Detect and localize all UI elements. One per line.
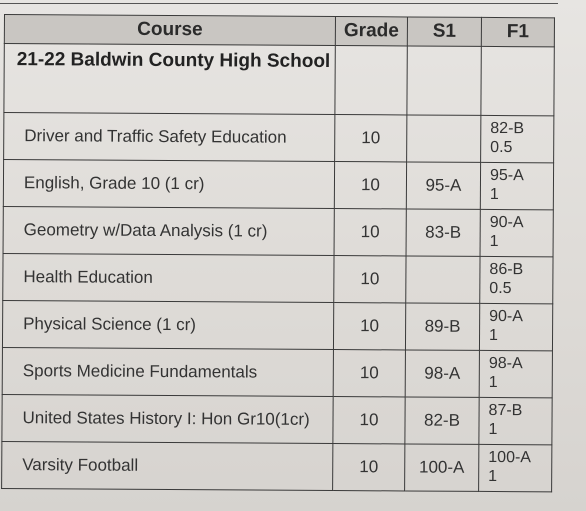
header-row (4, 15, 554, 47)
f1-cell (479, 350, 552, 397)
f1-cell (481, 115, 554, 162)
school-f1-cell (481, 46, 554, 115)
table-row (3, 253, 553, 303)
s1-mark: 83-B (406, 209, 480, 256)
f1-mark: 90-A (489, 307, 524, 326)
f1-mark: 86-B (489, 260, 524, 279)
table-row (2, 394, 552, 444)
table-row (2, 347, 552, 397)
grade-level: 10 (333, 350, 405, 397)
grade-level: 10 (335, 115, 407, 162)
transcript-sheet (1, 14, 555, 492)
f1-credit: 1 (489, 232, 499, 251)
table-row (3, 206, 553, 256)
f1-cell (480, 162, 553, 209)
school-row (4, 44, 554, 116)
f1-mark: 95-A (489, 166, 524, 185)
school-s1-cell (407, 46, 481, 115)
course-name: Physical Science (1 cr) (2, 300, 333, 349)
table-row (2, 300, 552, 350)
s1-mark: 98-A (405, 350, 479, 397)
f1-mark: 90-A (489, 213, 524, 232)
table-row (2, 441, 552, 491)
f1-credit: 1 (489, 185, 499, 204)
grade-level: 10 (333, 444, 405, 491)
grade-level: 10 (333, 303, 405, 350)
f1-credit: 1 (488, 373, 498, 392)
f1-cell (479, 303, 552, 350)
transcript-table (1, 14, 555, 492)
f1-credit: 1 (488, 420, 498, 439)
course-name: Driver and Traffic Safety Education (4, 113, 335, 162)
s1-mark: 89-B (405, 303, 479, 350)
f1-mark: 100-A (488, 448, 532, 467)
school-grade-cell (335, 46, 407, 115)
f1-credit: 1 (488, 467, 498, 486)
school-name: 21-22 Baldwin County High School (4, 44, 335, 115)
grade-level: 10 (334, 256, 406, 303)
course-name: United States History I: Hon Gr10(1cr) (2, 394, 333, 443)
f1-cell (480, 209, 553, 256)
top-border-line (0, 0, 558, 4)
f1-credit: 1 (488, 326, 499, 345)
s1-mark (407, 115, 481, 162)
f1-mark: 98-A (488, 354, 523, 373)
header-grade: Grade (335, 17, 407, 46)
header-f1: F1 (481, 17, 554, 46)
grade-level: 10 (334, 162, 406, 209)
grade-level: 10 (333, 397, 405, 444)
course-name: Varsity Football (2, 441, 333, 490)
s1-mark: 95-A (406, 162, 480, 209)
header-course: Course (4, 15, 335, 46)
table-row (4, 113, 554, 163)
f1-cell (479, 444, 552, 491)
course-name: Sports Medicine Fundamentals (2, 347, 333, 396)
s1-mark: 82-B (405, 397, 479, 444)
f1-credit: 0.5 (490, 138, 513, 157)
s1-mark (406, 256, 480, 303)
course-name: English, Grade 10 (1 cr) (3, 160, 334, 209)
course-name: Health Education (3, 253, 334, 302)
f1-mark: 87-B (488, 401, 523, 420)
grade-level: 10 (334, 209, 406, 256)
f1-cell (479, 397, 552, 444)
course-name: Geometry w/Data Analysis (1 cr) (3, 206, 334, 255)
f1-mark: 82-B (490, 119, 525, 138)
f1-cell (480, 256, 553, 303)
s1-mark: 100-A (405, 444, 479, 491)
header-s1: S1 (407, 17, 481, 46)
f1-credit: 0.5 (489, 279, 512, 298)
table-row (3, 160, 553, 210)
